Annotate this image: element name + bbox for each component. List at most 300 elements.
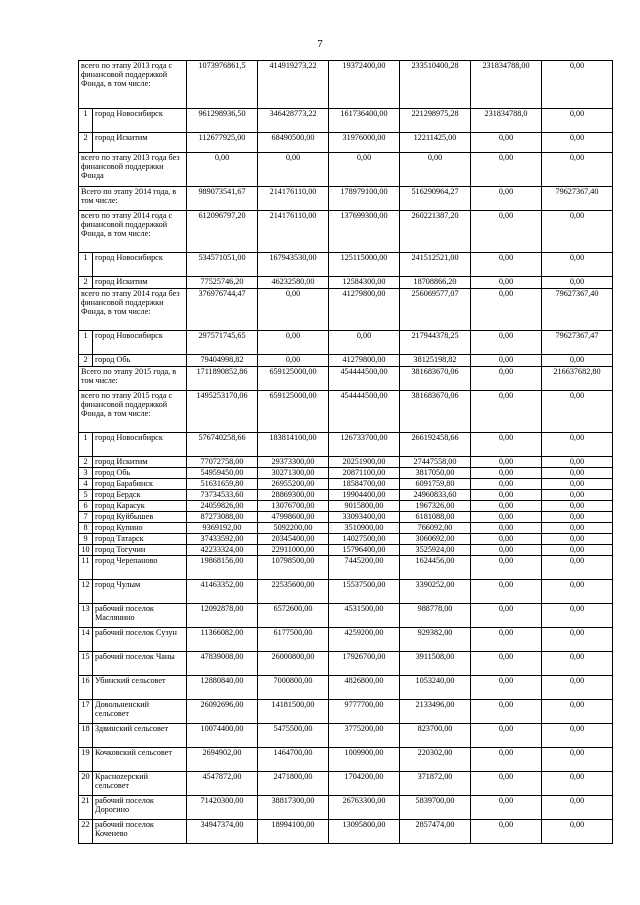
value-cell: 4531500,00 [329, 604, 400, 628]
value-cell: 18994100,00 [258, 820, 329, 844]
value-cell: 823700,00 [400, 724, 471, 748]
table-row [79, 331, 613, 355]
value-cell: 20251900,00 [329, 457, 400, 468]
value-cell: 126733700,00 [329, 433, 400, 457]
value-cell: 77525746,20 [187, 277, 258, 289]
value-cell: 1073976861,5 [187, 61, 258, 109]
row-label: Здвинский сельсовет [93, 724, 187, 748]
row-label: Всего по этапу 2014 года, в том числе: [79, 187, 187, 211]
row-number: 16 [79, 676, 93, 700]
value-cell: 1711890852,86 [187, 367, 258, 391]
value-cell: 1464700,00 [258, 748, 329, 772]
value-cell: 0,00 [471, 534, 542, 545]
row-label: город Купино [93, 523, 187, 534]
table-row [79, 748, 613, 772]
row-label: Убинский сельсовет [93, 676, 187, 700]
value-cell: 18584700,00 [329, 479, 400, 490]
value-cell: 12880840,00 [187, 676, 258, 700]
value-cell: 5839700,00 [400, 796, 471, 820]
row-label: всего по этапу 2015 года с финансовой поддержкой Фонда, в том числе: [79, 391, 187, 433]
value-cell: 381683670,06 [400, 391, 471, 433]
value-cell: 54959450,00 [187, 468, 258, 479]
value-cell: 11366082,00 [187, 628, 258, 652]
table-row [79, 556, 613, 580]
value-cell: 0,00 [471, 523, 542, 534]
value-cell: 0,00 [542, 676, 613, 700]
table-row [79, 628, 613, 652]
value-cell: 0,00 [542, 534, 613, 545]
row-label: город Искитим [93, 277, 187, 289]
table-row [79, 820, 613, 844]
value-cell: 19868156,00 [187, 556, 258, 580]
value-cell: 13095800,00 [329, 820, 400, 844]
value-cell: 13076700,00 [258, 501, 329, 512]
value-cell: 79627367,47 [542, 331, 613, 355]
page-number: 7 [317, 38, 323, 50]
value-cell: 12092878,00 [187, 604, 258, 628]
table-row [79, 211, 613, 253]
value-cell: 3510900,00 [329, 523, 400, 534]
value-cell: 26092696,00 [187, 700, 258, 724]
table-body [79, 61, 613, 844]
row-number: 20 [79, 772, 93, 796]
value-cell: 989073541,67 [187, 187, 258, 211]
table-row [79, 289, 613, 331]
value-cell: 26955200,00 [258, 479, 329, 490]
row-number: 9 [79, 534, 93, 545]
value-cell: 454444500,00 [329, 391, 400, 433]
row-label: рабочий поселок Коченево [93, 820, 187, 844]
value-cell: 0,00 [471, 676, 542, 700]
value-cell: 9369192,00 [187, 523, 258, 534]
value-cell: 0,00 [471, 211, 542, 253]
value-cell: 0,00 [258, 331, 329, 355]
value-cell: 79404998,82 [187, 355, 258, 367]
value-cell: 414919273,22 [258, 61, 329, 109]
table-row [79, 433, 613, 457]
value-cell: 0,00 [400, 153, 471, 187]
value-cell: 29373300,00 [258, 457, 329, 468]
value-cell: 0,00 [542, 796, 613, 820]
value-cell: 28869300,00 [258, 490, 329, 501]
value-cell: 214176110,00 [258, 211, 329, 253]
value-cell: 6177500,00 [258, 628, 329, 652]
value-cell: 0,00 [542, 153, 613, 187]
row-label: город Обь [93, 468, 187, 479]
value-cell: 214176110,00 [258, 187, 329, 211]
value-cell: 0,00 [542, 523, 613, 534]
value-cell: 0,00 [471, 820, 542, 844]
row-label: город Обь [93, 355, 187, 367]
value-cell: 3911508,00 [400, 652, 471, 676]
value-cell: 0,00 [542, 748, 613, 772]
row-number: 10 [79, 545, 93, 556]
value-cell: 24059826,00 [187, 501, 258, 512]
value-cell: 183814100,00 [258, 433, 329, 457]
row-label: рабочий поселок Сузун [93, 628, 187, 652]
row-number: 3 [79, 468, 93, 479]
row-number: 1 [79, 109, 93, 133]
value-cell: 0,00 [471, 580, 542, 604]
value-cell: 766092,00 [400, 523, 471, 534]
table-row [79, 652, 613, 676]
table-row [79, 109, 613, 133]
value-cell: 231834788,0 [471, 109, 542, 133]
value-cell: 0,00 [542, 211, 613, 253]
row-label: всего по этапу 2013 года без финансовой поддержки Фонда [79, 153, 187, 187]
value-cell: 534571051,00 [187, 253, 258, 277]
value-cell: 1704200,00 [329, 772, 400, 796]
row-number: 1 [79, 253, 93, 277]
value-cell: 87273088,00 [187, 512, 258, 523]
row-number: 8 [79, 523, 93, 534]
value-cell: 1009900,00 [329, 748, 400, 772]
row-number: 2 [79, 133, 93, 153]
value-cell: 161736400,00 [329, 109, 400, 133]
value-cell: 0,00 [542, 61, 613, 109]
value-cell: 79627367,40 [542, 187, 613, 211]
value-cell: 68490500,00 [258, 133, 329, 153]
value-cell: 3817050,00 [400, 468, 471, 479]
value-cell: 233510400,28 [400, 61, 471, 109]
row-label: город Искитим [93, 133, 187, 153]
value-cell: 0,00 [542, 700, 613, 724]
value-cell: 297571745,65 [187, 331, 258, 355]
row-label: город Новосибирск [93, 433, 187, 457]
row-number: 17 [79, 700, 93, 724]
value-cell: 0,00 [471, 253, 542, 277]
value-cell: 0,00 [471, 367, 542, 391]
value-cell: 0,00 [471, 355, 542, 367]
value-cell: 0,00 [471, 796, 542, 820]
table-row [79, 512, 613, 523]
value-cell: 0,00 [542, 391, 613, 433]
table-row [79, 187, 613, 211]
value-cell: 41279800,00 [329, 289, 400, 331]
value-cell: 7445200,00 [329, 556, 400, 580]
table-row [79, 479, 613, 490]
value-cell: 2133496,00 [400, 700, 471, 724]
row-number: 2 [79, 355, 93, 367]
value-cell: 33093400,00 [329, 512, 400, 523]
value-cell: 0,00 [542, 545, 613, 556]
value-cell: 0,00 [542, 604, 613, 628]
value-cell: 0,00 [542, 501, 613, 512]
value-cell: 0,00 [471, 556, 542, 580]
table-row [79, 700, 613, 724]
value-cell: 14027500,00 [329, 534, 400, 545]
row-label: всего по этапу 2013 года с финансовой поддержкой Фонда, в том числе: [79, 61, 187, 109]
value-cell: 37433592,00 [187, 534, 258, 545]
table-row [79, 676, 613, 700]
value-cell: 31976000,00 [329, 133, 400, 153]
row-label: город Чулым [93, 580, 187, 604]
value-cell: 3390252,00 [400, 580, 471, 604]
row-label: Кочковский сельсовет [93, 748, 187, 772]
value-cell: 71420300,00 [187, 796, 258, 820]
table-row [79, 391, 613, 433]
value-cell: 0,00 [471, 652, 542, 676]
value-cell: 0,00 [542, 457, 613, 468]
value-cell: 1624456,00 [400, 556, 471, 580]
value-cell: 42233324,00 [187, 545, 258, 556]
value-cell: 217944378,25 [400, 331, 471, 355]
value-cell: 0,00 [258, 355, 329, 367]
row-number: 13 [79, 604, 93, 628]
value-cell: 0,00 [471, 133, 542, 153]
table-row [79, 367, 613, 391]
value-cell: 0,00 [471, 490, 542, 501]
value-cell: 15537500,00 [329, 580, 400, 604]
value-cell: 0,00 [542, 479, 613, 490]
value-cell: 73734533,60 [187, 490, 258, 501]
table-row [79, 61, 613, 109]
value-cell: 0,00 [542, 468, 613, 479]
table-row [79, 277, 613, 289]
row-label: всего по этапу 2014 года без финансовой поддержки Фонда, в том числе: [79, 289, 187, 331]
value-cell: 371872,00 [400, 772, 471, 796]
value-cell: 0,00 [471, 628, 542, 652]
value-cell: 0,00 [542, 724, 613, 748]
financing-table [78, 60, 613, 844]
value-cell: 376976744,47 [187, 289, 258, 331]
value-cell: 929382,00 [400, 628, 471, 652]
row-number: 19 [79, 748, 93, 772]
value-cell: 0,00 [542, 652, 613, 676]
value-cell: 12584300,00 [329, 277, 400, 289]
value-cell: 1495253170,06 [187, 391, 258, 433]
row-number: 21 [79, 796, 93, 820]
table-row [79, 490, 613, 501]
value-cell: 0,00 [542, 512, 613, 523]
value-cell: 4259200,00 [329, 628, 400, 652]
value-cell: 112677925,00 [187, 133, 258, 153]
value-cell: 9015800,00 [329, 501, 400, 512]
row-number: 11 [79, 556, 93, 580]
value-cell: 516290964,27 [400, 187, 471, 211]
table-row [79, 580, 613, 604]
value-cell: 14181500,00 [258, 700, 329, 724]
value-cell: 659125000,00 [258, 367, 329, 391]
value-cell: 0,00 [542, 133, 613, 153]
value-cell: 0,00 [542, 772, 613, 796]
row-number: 6 [79, 501, 93, 512]
value-cell: 30271300,00 [258, 468, 329, 479]
value-cell: 0,00 [542, 355, 613, 367]
value-cell: 1053240,00 [400, 676, 471, 700]
row-label: город Новосибирск [93, 109, 187, 133]
value-cell: 41463352,00 [187, 580, 258, 604]
value-cell: 0,00 [542, 253, 613, 277]
value-cell: 0,00 [471, 457, 542, 468]
value-cell: 10798500,00 [258, 556, 329, 580]
table-row [79, 772, 613, 796]
row-label: Довольненский сельсовет [93, 700, 187, 724]
table-row [79, 355, 613, 367]
value-cell: 0,00 [471, 187, 542, 211]
value-cell: 961298936,50 [187, 109, 258, 133]
value-cell: 6572600,00 [258, 604, 329, 628]
value-cell: 0,00 [542, 277, 613, 289]
row-number: 7 [79, 512, 93, 523]
row-label: город Карасук [93, 501, 187, 512]
row-label: рабочий поселок Дорогино [93, 796, 187, 820]
row-number: 15 [79, 652, 93, 676]
table-row [79, 534, 613, 545]
row-label: город Барабинск [93, 479, 187, 490]
row-label: город Куйбышев [93, 512, 187, 523]
value-cell: 18708866,20 [400, 277, 471, 289]
row-number: 1 [79, 433, 93, 457]
value-cell: 3525924,00 [400, 545, 471, 556]
row-number: 14 [79, 628, 93, 652]
value-cell: 0,00 [471, 748, 542, 772]
value-cell: 12211425,00 [400, 133, 471, 153]
value-cell: 1967326,00 [400, 501, 471, 512]
table-row [79, 545, 613, 556]
row-label: Красноzерский сельсовет [93, 772, 187, 796]
value-cell: 0,00 [542, 820, 613, 844]
value-cell: 612096797,20 [187, 211, 258, 253]
value-cell: 9777700,00 [329, 700, 400, 724]
table-row [79, 253, 613, 277]
value-cell: 24960833,60 [400, 490, 471, 501]
value-cell: 5092200,00 [258, 523, 329, 534]
value-cell: 41279800,00 [329, 355, 400, 367]
row-label: всего по этапу 2014 года с финансовой поддержкой Фонда, в том числе: [79, 211, 187, 253]
row-label: Всего по этапу 2015 года, в том числе: [79, 367, 187, 391]
value-cell: 0,00 [542, 556, 613, 580]
value-cell: 0,00 [258, 289, 329, 331]
row-number: 1 [79, 331, 93, 355]
value-cell: 221298975,28 [400, 109, 471, 133]
table-row [79, 724, 613, 748]
value-cell: 576740258,66 [187, 433, 258, 457]
value-cell: 20345400,00 [258, 534, 329, 545]
value-cell: 0,00 [542, 628, 613, 652]
value-cell: 2694902,00 [187, 748, 258, 772]
row-label: рабочий поселок Чаны [93, 652, 187, 676]
value-cell: 0,00 [187, 153, 258, 187]
value-cell: 231834788,00 [471, 61, 542, 109]
table-row [79, 501, 613, 512]
value-cell: 241512521,00 [400, 253, 471, 277]
value-cell: 51631659,80 [187, 479, 258, 490]
row-label: город Искитим [93, 457, 187, 468]
value-cell: 0,00 [471, 433, 542, 457]
value-cell: 0,00 [542, 580, 613, 604]
value-cell: 0,00 [471, 604, 542, 628]
value-cell: 6181088,00 [400, 512, 471, 523]
value-cell: 0,00 [471, 700, 542, 724]
row-label: город Новосибирск [93, 253, 187, 277]
value-cell: 77072758,00 [187, 457, 258, 468]
row-label: город Черепаново [93, 556, 187, 580]
row-number: 5 [79, 490, 93, 501]
row-label: город Татарск [93, 534, 187, 545]
value-cell: 7000800,00 [258, 676, 329, 700]
value-cell: 10074400,00 [187, 724, 258, 748]
value-cell: 0,00 [471, 724, 542, 748]
value-cell: 26763300,00 [329, 796, 400, 820]
row-label: рабочий поселок Маслянино [93, 604, 187, 628]
row-number: 18 [79, 724, 93, 748]
value-cell: 27447558,00 [400, 457, 471, 468]
value-cell: 0,00 [542, 433, 613, 457]
value-cell: 4547872,00 [187, 772, 258, 796]
value-cell: 178979100,00 [329, 187, 400, 211]
value-cell: 0,00 [258, 153, 329, 187]
table-row [79, 604, 613, 628]
value-cell: 3775200,00 [329, 724, 400, 748]
table-row [79, 153, 613, 187]
value-cell: 47839008,00 [187, 652, 258, 676]
row-number: 4 [79, 479, 93, 490]
value-cell: 125115000,00 [329, 253, 400, 277]
value-cell: 20871100,00 [329, 468, 400, 479]
value-cell: 4826800,00 [329, 676, 400, 700]
value-cell: 19904400,00 [329, 490, 400, 501]
row-label: город Новосибирск [93, 331, 187, 355]
value-cell: 220302,00 [400, 748, 471, 772]
value-cell: 0,00 [542, 490, 613, 501]
table-row [79, 468, 613, 479]
row-number: 22 [79, 820, 93, 844]
value-cell: 0,00 [471, 501, 542, 512]
value-cell: 79627367,40 [542, 289, 613, 331]
value-cell: 5475500,00 [258, 724, 329, 748]
value-cell: 6091759,80 [400, 479, 471, 490]
value-cell: 0,00 [471, 277, 542, 289]
value-cell: 0,00 [471, 512, 542, 523]
value-cell: 2857474,00 [400, 820, 471, 844]
value-cell: 0,00 [542, 109, 613, 133]
value-cell: 0,00 [471, 289, 542, 331]
value-cell: 15796400,00 [329, 545, 400, 556]
value-cell: 346428773,22 [258, 109, 329, 133]
value-cell: 22911000,00 [258, 545, 329, 556]
row-label: город Бердск [93, 490, 187, 501]
value-cell: 17926700,00 [329, 652, 400, 676]
value-cell: 47998600,00 [258, 512, 329, 523]
value-cell: 22535600,00 [258, 580, 329, 604]
table-row [79, 796, 613, 820]
value-cell: 0,00 [471, 479, 542, 490]
value-cell: 266192458,66 [400, 433, 471, 457]
value-cell: 26000800,00 [258, 652, 329, 676]
value-cell: 38125198,82 [400, 355, 471, 367]
value-cell: 34947374,00 [187, 820, 258, 844]
value-cell: 2471800,00 [258, 772, 329, 796]
value-cell: 260221387,20 [400, 211, 471, 253]
value-cell: 0,00 [471, 468, 542, 479]
row-number: 12 [79, 580, 93, 604]
value-cell: 167943530,00 [258, 253, 329, 277]
value-cell: 454444500,00 [329, 367, 400, 391]
value-cell: 659125000,00 [258, 391, 329, 433]
value-cell: 0,00 [471, 545, 542, 556]
value-cell: 137699300,00 [329, 211, 400, 253]
value-cell: 256069577,07 [400, 289, 471, 331]
value-cell: 0,00 [329, 153, 400, 187]
value-cell: 0,00 [471, 331, 542, 355]
table-row [79, 523, 613, 534]
row-number: 2 [79, 457, 93, 468]
row-number: 2 [79, 277, 93, 289]
value-cell: 0,00 [471, 153, 542, 187]
value-cell: 46232580,00 [258, 277, 329, 289]
value-cell: 3060692,00 [400, 534, 471, 545]
